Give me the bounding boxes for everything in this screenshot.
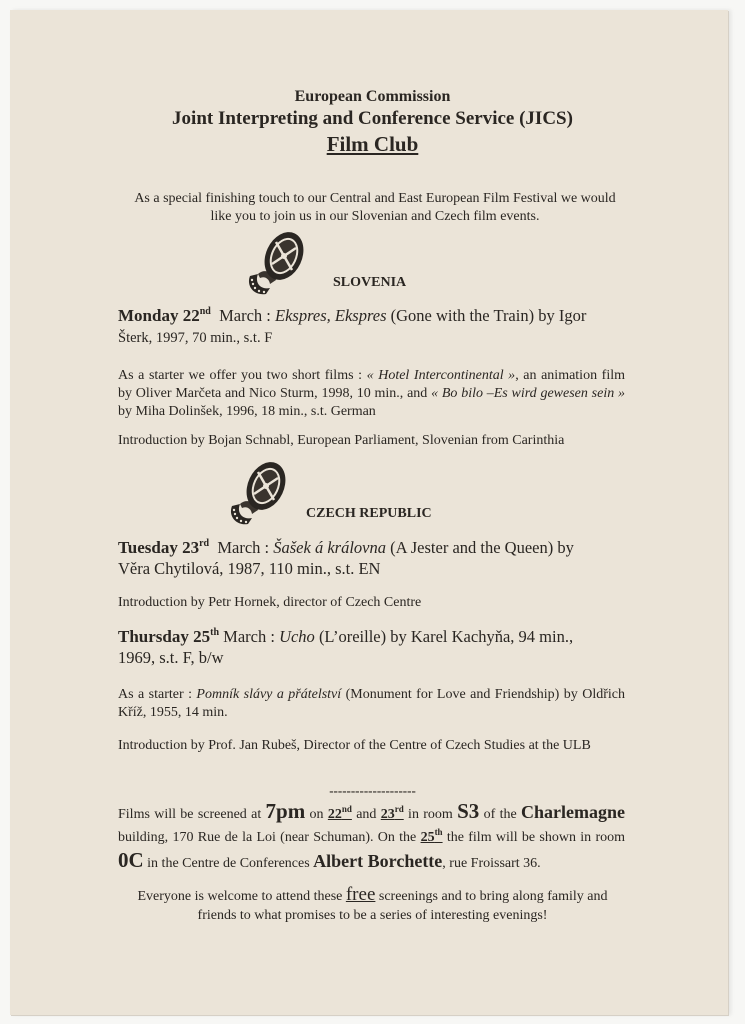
film-title: Ekspres, Ekspres	[275, 306, 387, 325]
intro-line-1: As a special finishing touch to our Central and East European Film Festival we would	[134, 191, 616, 206]
introduction-line: Introduction by Petr Hornek, director of Czech Centre	[118, 595, 422, 610]
film-details: Šterk, 1997, 70 min., s.t. F	[118, 330, 273, 346]
event-month: March :	[223, 627, 275, 646]
section-heading-czech-republic: CZECH REPUBLIC	[306, 506, 432, 521]
room-s3: S3	[457, 799, 480, 823]
free-emphasis: free	[345, 884, 376, 905]
page-title: Film Club	[326, 132, 419, 156]
film-title: Ucho	[279, 627, 315, 646]
starter-film-title: « Bo bilo –Es wird gewesen sein »	[431, 386, 626, 401]
event-thursday	[118, 626, 625, 668]
film-title: Šašek á královna	[273, 538, 386, 557]
film-details: 1969, s.t. F, b/w	[118, 648, 224, 667]
room-0c: 0C	[118, 848, 144, 872]
film-translation: (Gone with the Train) by Igor	[390, 306, 587, 325]
event-day: Tuesday 23rd	[118, 538, 210, 557]
closing-paragraph: Everyone is welcome to attend these free screenings and to bring along family and friends to what promises to be a series of interesting evenings!	[137, 884, 608, 923]
venue-paragraph: Films will be screened at 7pm on 22nd and 23rd in room S3 of the Charlemagne building, 170 Rue de la Loi (near Schuman). On the 25th the film will be shown in room 0C in the Centre de Conferences Albert Borchette, rue Froissart 36.	[118, 799, 626, 872]
film-reel-icon	[222, 458, 292, 528]
organization-heading: European Commission	[294, 88, 451, 105]
introduction-line: Introduction by Bojan Schnabl, European Parliament, Slovenian from Carinthia	[118, 433, 565, 448]
event-day: Thursday 25th	[118, 627, 220, 646]
event-day: Monday 22nd	[118, 306, 211, 325]
starter-paragraph: As a starter we offer you two short films : « Hotel Intercontinental », an animation film by Oliver Marčeta and Nico Sturm, 1998, 10 min., and « Bo bilo –Es wird gewesen sein » by Miha Dolinšek, 1996, 18 min., s.t. German	[118, 368, 626, 419]
introduction-line: Introduction by Prof. Jan Rubeš, Director of the Centre of Czech Studies at the ULB	[118, 738, 591, 753]
building-albert-borchette: Albert Borchette	[313, 851, 443, 871]
event-monday	[118, 305, 625, 349]
building-charlemagne: Charlemagne	[521, 802, 626, 822]
event-tuesday	[118, 537, 625, 579]
film-translation: (L’oreille) by Karel Kachyňa, 94 min.,	[318, 627, 574, 646]
divider: --------------------	[329, 783, 416, 798]
intro-paragraph	[100, 190, 650, 226]
section-heading-slovenia: SLOVENIA	[333, 275, 407, 290]
event-month: March :	[217, 538, 270, 557]
film-translation: (A Jester and the Queen) by	[390, 538, 574, 557]
starter-film-title: « Hotel Intercontinental »	[366, 368, 516, 383]
intro-line-2: like you to join us in our Slovenian and Czech film events.	[210, 209, 540, 224]
starter-film-title: Pomník slávy a přátelství	[196, 687, 342, 702]
event-month: March :	[219, 306, 271, 325]
service-heading: Joint Interpreting and Conference Service (JICS)	[172, 108, 573, 129]
film-reel-icon	[240, 228, 310, 298]
starter-paragraph: As a starter : Pomník slávy a přátelství (Monument for Love and Friendship) by Oldřich Kříž, 1955, 14 min.	[118, 687, 625, 720]
film-details: Věra Chytilová, 1987, 110 min., s.t. EN	[118, 559, 381, 578]
screening-time: 7pm	[265, 799, 306, 823]
